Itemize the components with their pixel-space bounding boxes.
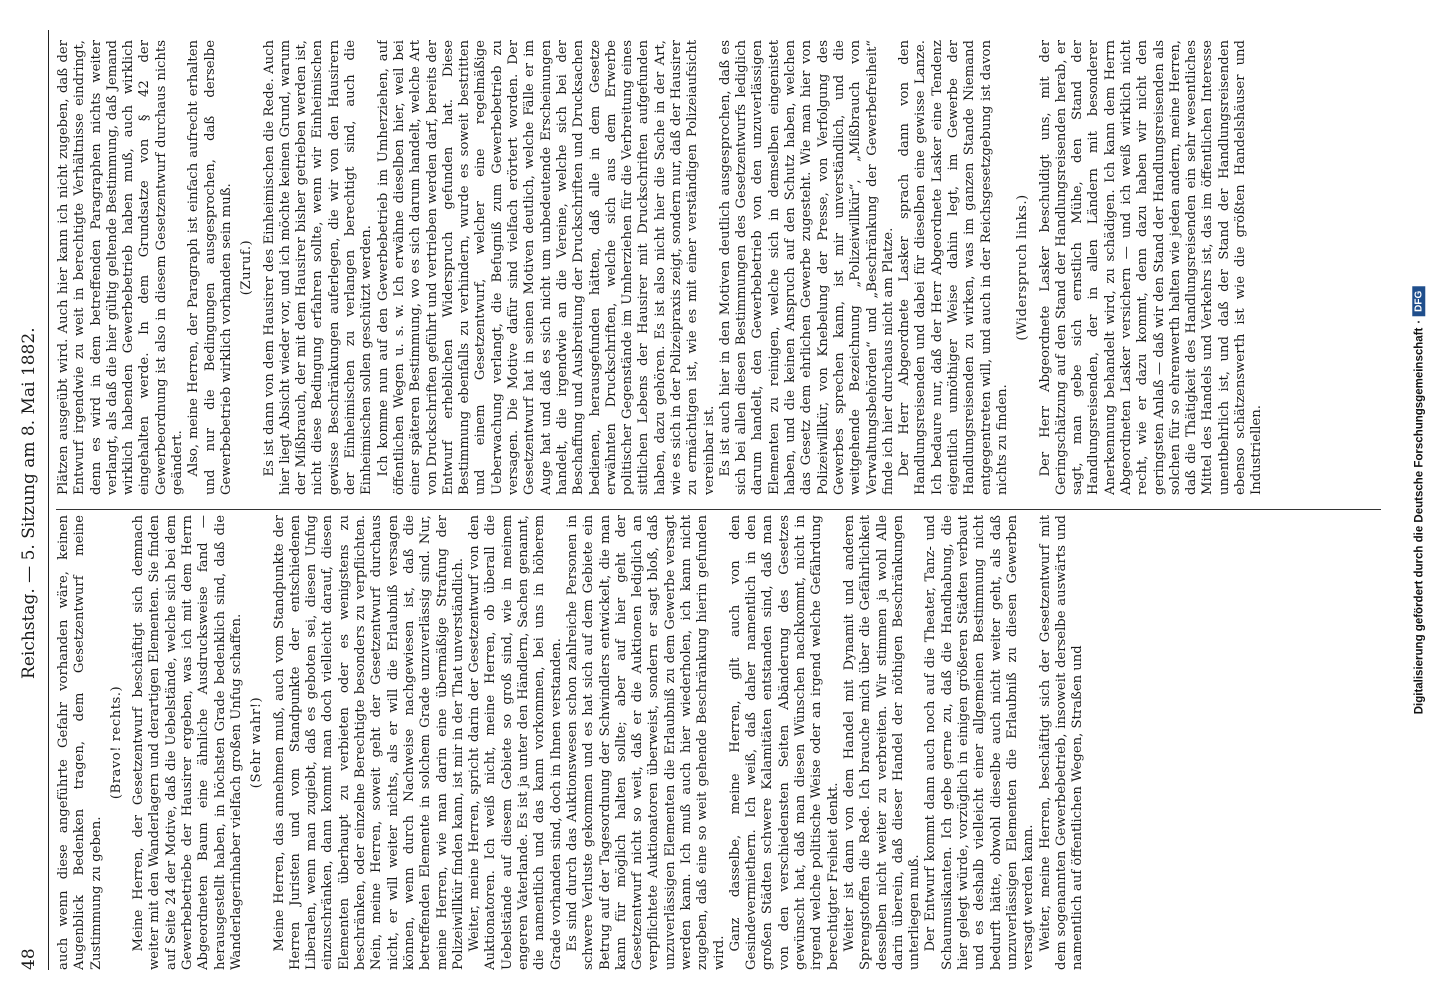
body-paragraph: Weiter, meine Herren, spricht darin der Gesetzentwurf von den Auktionatoren. Ich weiß nicht, meine Herren, ob überall die Uebelstände auf diesem Gebiete so groß sind, wie in meinem engeren Vaterlande. Es ist ja unter den Händlern, Sachen genannt, die namentlich und das kann vorkommen, bei uns in höherem Grade vorhanden sind, doch in Ihnen verstanden.: [467, 515, 564, 970]
parenthetical-remark: (Bravo! rechts.): [108, 685, 124, 800]
body-paragraph: Der Herr Abgeordnete Lasker beschuldigt uns, mit der Geringschätzung auf den Stand der Handlungsreisenden herab, er sagt, man gebe sich ernstlich Mühe, den Stand der Handlungsreisenden, der in allen Ländern mit besonderer Anerkennung behandelt wird, zu schädigen. Ich kann dem Herrn Abgeordneten Lasker versichern — und ich weiß wirklich nicht recht, wie er dazu kommt, denn dazu haben wir nicht den geringsten Anlaß — daß wir den Stand der Handlungsreisenden als solchen für so ehrenwerth halten wie jeden andern, meine Herren, daß die Thätigkeit des Handlungsreisenden ein sehr wesentliches Mittel des Handels und Verkehrs ist, das im öffentlichen Interesse unentbehrlich ist, und daß der Stand der Handlungsreisenden ebenso schätzenswerth ist wie die größten Handelshäuser und Industriellen.: [1037, 40, 1265, 495]
body-paragraph: Weiter, meine Herren, beschäftigt sich der Gesetzentwurf mit dem sogenannten Gewerbebetrieb, insoweit derselbe auswärts und namentlich auf öffentlichen Wegen, Straßen und: [1037, 515, 1086, 970]
body-paragraph: Ich komme nun auf den Gewerbebetrieb im Umherziehen, auf öffentlichen Wegen u. s. w. Ich erwähne dieselben hier, weil bei einer späteren Bestimmung, wo es sich darum handelt, welche Art von Druckschriften geführt und vertrieben werden darf, bereits der Entwurf erheblichen Widerspruch gefunden hat. Diese Bestimmung ebenfalls zu verhindern, wurde es soweit bestritten und einem Gesetzentwurf, welcher eine regelmäßige Ueberwachung verlangt, die Befugniß zum Gewerbebetrieb zu versagen. Die Motive dafür sind vielfach erörtert worden. Der Gesetzentwurf hat in seinen Motiven deutlich, welche Fälle er im Auge hat und daß es sich nicht um unbedeutende Erscheinungen handelt, die irgendwie an die Vereine, welche sich bei der Beschaffung und Ausbreitung der Druckschriften und Drucksachen bedienen, herausgefunden hätten, daß alle in dem Gesetze erwähnten Druckschriften, welche sich aus dem Erwerbe politischer Gegenstände im Umherziehen für die Verbreitung eines sittlichen Lebens der Hausirer mit Druckschriften aufgefunden haben, dazu gehören. Es ist also nicht hier die Sache in der Art, wie es sich in der Polizeipraxis zeigt, sondern nur, daß der Hausirer zu ermächtigen ist, wie es mit einer verständigen Polizeiaufsicht vereinbar ist.: [375, 40, 717, 495]
right-column: [56, 40, 1381, 495]
body-paragraph: Ganz dasselbe, meine Herren, gilt auch von den Gesindevermiethern. Ich weiß, daß daher namentlich in den großen Städten schwere Kalamitäten entstanden sind, daß man von den verschiedensten Seiten Abänderung des Gesetzes gewünscht hat, daß man diesen Wünschen nachkommt, nicht in irgend welche politische Weise oder an irgend welche Gefährdung berechtigter Freiheit denkt.: [727, 515, 841, 970]
left-column: [56, 515, 1381, 970]
parenthetical-remark: (Sehr wahr!): [249, 696, 265, 789]
body-paragraph: Der Herr Abgeordnete Lasker sprach dann von den Handlungsreisenden und dabei für dieselben eine gewisse Lanze. Ich bedaure nur, daß der Herr Abgeordnete Lasker eine Tendenz eigentlich unnöthiger Weise dahin legt, im Gewerbe der Handlungsreisenden zu wirken, was im ganzen Stande Niemand entgegentreten will, und auch in der Reichsgesetzgebung ist davon nichts zu finden.: [897, 40, 1010, 495]
body-paragraph: auch wenn diese angeführte Gefahr vorhanden wäre, keinen Augenblick Bedenken tragen, dem Gesetzentwurf meine Zustimmung zu geben.: [56, 515, 104, 970]
body-paragraph: Es sind durch das Auktionswesen schon zahlreiche Personen in schwere Verluste gekommen und es hat sich auf dem Gebiete ein Betrug auf der Tagesordnung der Schwindlers entwickelt, die man kann für möglich halten sollte; aber auf hier geht der Gesetzentwurf nicht so weit, daß er die Auktionen lediglich an verpflichtete Auktionatoren überweist, sondern er sagt bloß, daß unzuverlässigen Elementen die Erlaubniß zu dem Gewerbe versagt werden kann. Ich muß auch hier wiederholen, ich kann nicht zugeben, daß eine so weit gehende Beschränkung hierin gefunden wird.: [564, 515, 727, 970]
attribution: [1413, 286, 1426, 714]
dfg-logo: DFG: [1413, 286, 1426, 315]
page-title: Reichstag. — 5. Sitzung am 8. Mai 1882.: [19, 327, 39, 679]
body-paragraph: Der Entwurf kommt dann auch noch auf die Theater, Tanz- und Schaumusikanten. Ich gebe gerne zu, daß die Handhabung, die hier gelegt würde, vorzüglich in einigen größeren Städten verbaut und es deshalb vielleicht einer allgemeinen Bestimmung nicht bedurft hätte, obwohl dieselbe auch nicht weiter geht, als daß unzuverlässigen Elementen die Erlaubniß zu diesen Gewerben versagt werden kann.: [923, 515, 1037, 970]
page-number: 48: [19, 948, 39, 970]
header-rule: [48, 30, 49, 970]
attribution-strip: [1406, 0, 1432, 1000]
body-paragraph: Also, meine Herren, der Paragraph ist einfach aufrecht erhalten und nur die Bedingungen ausgesprochen, daß derselbe Gewerbebetrieb wirklich vorhanden sein muß.: [186, 40, 234, 495]
parenthetical-remark: (Widerspruch links.): [1015, 194, 1031, 341]
body-paragraph: Meine Herren, das annehmen muß, auch vom Standpunkte der Herren Juristen und vom Standpunkte der entschiedenen Liberalen, wenn man zugiebt, daß es geboten sei, diesen Unfug einzuschränken, dann kommt man doch vielleicht darauf, diesen Elementen überhaupt zu verbieten oder es wenigstens zu beschränken, oder einzelne Berechtigte besonders zu verpflichten. Nein, meine Herren, soweit geht der Gesetzentwurf durchaus nicht, er will weiter nichts, als er will die Erlaubniß versagen können, wenn durch Nachweise nachgewiesen ist, daß die betreffenden Elemente in solchem Grade unzuverlässig sind. Nur, meine Herren, wie man darin eine übermäßige Strafung der Polizeiwillkür finden kann, ist mir in der That unverständlich.: [271, 515, 466, 970]
body-paragraph: Es ist dann von dem Hausirer des Einheimischen die Rede. Auch hier liegt Absicht wieder vor, und ich möchte keinen Grund, warum der Mißbrauch, der mit dem Hausirer bisher getrieben werden ist, nicht diese Bedingung erfahren sollte, wenn wir Einheimischen gewisse Beschränkungen auferlegen, die wir von den Hausirern der Einheimischen zu verlangen berechtigt sind, auch die Einheimischen sollen geschützt werden.: [261, 40, 375, 495]
dfg-sep: ·: [1413, 319, 1426, 324]
body-paragraph: Plätzen ausgeübt wird. Auch hier kann ich nicht zugeben, daß der Entwurf irgendwie zu weit in berechtigte Verhältnisse eindringt, denn es wird in dem betreffenden Paragraphen nichts weiter verlangt, als daß die hier gültig geltende Bestimmung, daß Jemand wirklich habenden Gewerbebetrieb haben muß, auch wirklich eingehalten werde. In dem Grundsatze von § 42 der Gewerbeordnung ist also in diesem Gesetzentwurf durchaus nichts geändert.: [56, 40, 186, 495]
parenthetical-remark: (Zuruf.): [239, 239, 255, 296]
column-divider: [56, 509, 1381, 510]
running-head: [10, 30, 48, 970]
body-paragraph: Meine Herren, der Gesetzentwurf beschäftigt sich demnach weiter mit den Wanderlagern und derartigen Elementen. Sie finden auf Seite 24 der Motive, daß die Uebelstände, welche sich bei dem Gewerbebetriebe der Hausirer ergeben, was ich mit dem Herrn Abgeordneten Baum eine ähnliche Ausdrucksweise fand — herausgestellt haben, in höchsten Grade bedenklich sind, daß die Wanderlagerinhaber vielfach großen Unfug schaffen.: [131, 515, 244, 970]
body-paragraph: Weiter ist dann von dem Handel mit Dynamit und anderen Sprengstoffen die Rede. Ich brauche mich über die Gefährlichkeit desselben nicht weiter zu verbreiten. Wir stimmen ja wohl Alle darin überein, daß dieser Handel der nöthigen Beschränkungen unterliegen muß.: [841, 515, 923, 970]
body-paragraph: Es ist auch hier in den Motiven deutlich ausgesprochen, daß es sich bei allen diesen Bestimmungen des Gesetzentwurfs lediglich darum handelt, den Gewerbebetrieb von den unzuverlässigen Elementen zu reinigen, welche sich in demselben eingenistet haben, und die keinen Anspruch auf den Schutz haben, welchen das Gesetz dem ehrlichen Gewerbe zugesteht. Wie man hier von Polizeiwillkür, von Knebelung der Presse, von Verfolgung des Gewerbes sprechen kann, ist mir unverständlich, und die weitgehende Bezeichnung „Polizeiwillkür“, „Mißbrauch von Verwaltungsbehörden“ und „Beschränkung der Gewerbefreiheit“ finde ich hier durchaus nicht am Platze.: [717, 40, 896, 495]
attribution-text: Digitalisierung gefördert durch die Deutsche Forschungsgemeinschaft: [1413, 327, 1426, 714]
